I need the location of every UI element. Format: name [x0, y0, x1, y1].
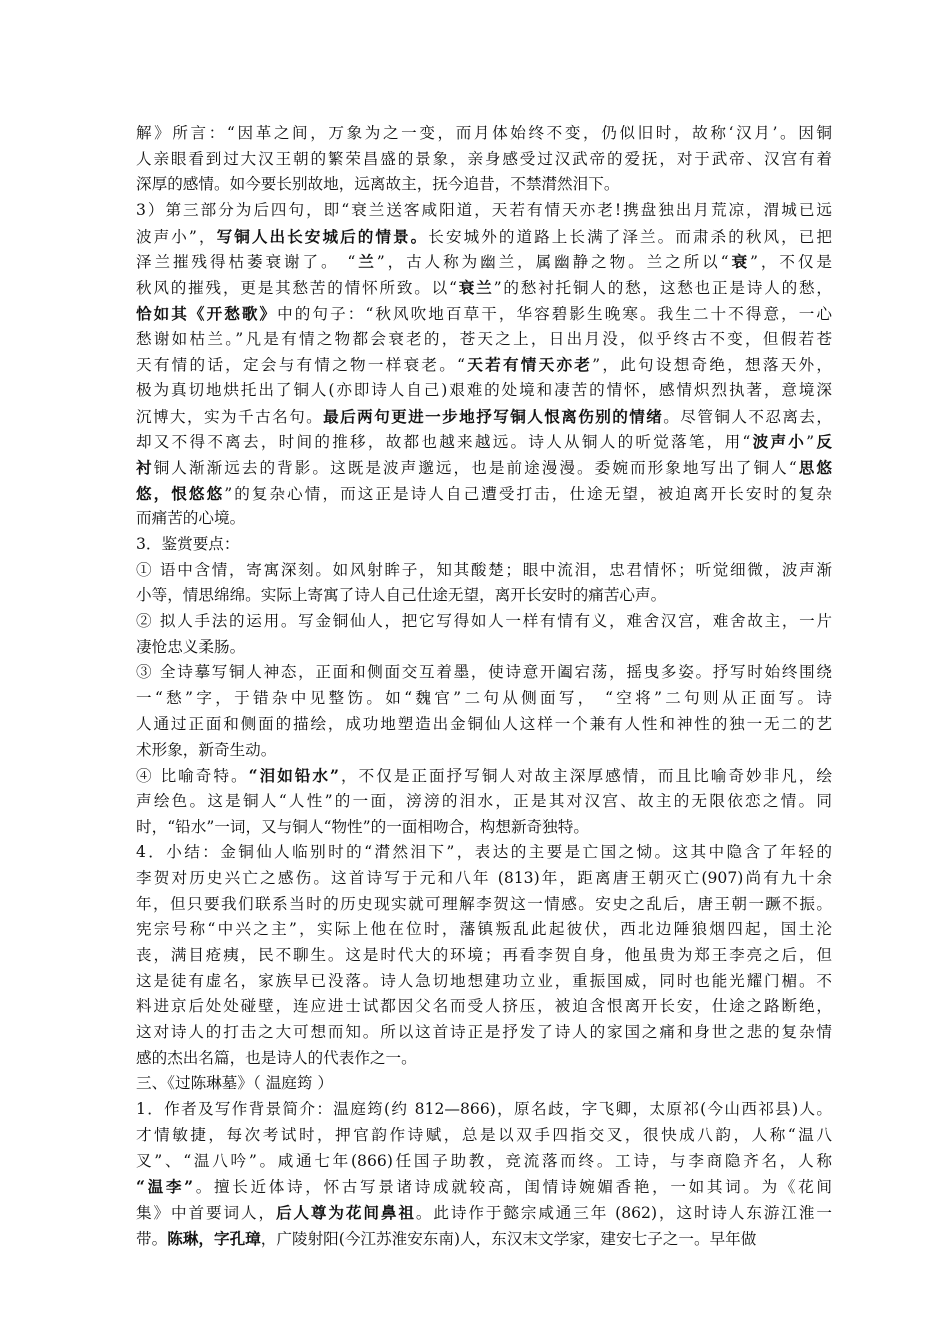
text-line — [136, 301, 832, 327]
bold-text: 反 — [814, 432, 832, 452]
text-run: 却又不得不离去，时间的推移，故都也越来越远。诗人从铜人的听觉落笔，用“ — [136, 433, 751, 452]
text-line — [136, 532, 832, 558]
text-run: 波声小”， — [136, 227, 217, 246]
text-line — [136, 172, 832, 198]
text-run: 愁谢如枯兰。”凡是有情之物都会衰老的，苍天之上，日出月没，似乎终古不变，但假若苍 — [136, 329, 832, 348]
text-run: 丧，满目疮痍，民不聊生。这是时代大的环境；再看李贺自身，他虽贵为郑王李亮之后，但 — [136, 946, 832, 964]
text-run: 小等，情思绵绵。实际上寄寓了诗人自己仕途无望，离开长安时的痛苦心声。 — [136, 586, 667, 605]
bold-text: 天若有情天亦老 — [465, 355, 593, 375]
text-run: 秋风的摧残，更是其愁苦的情怀所致。以“ — [136, 279, 457, 298]
text-run: 才情敏捷，每次考试时，押官韵作诗赋，总是以双手四指交叉，很快成八韵，人称“温八 — [136, 1125, 832, 1144]
bold-text: 悠，恨悠悠 — [136, 483, 225, 503]
text-run: 这是徒有虚名，家族早已没落。诗人急切地想建功立业，重振国威，同时也能光耀门楣。不 — [136, 971, 832, 990]
text-run: ② 拟人手法的运用。写金铜仙人，把它写得如人一样有情有义，难舍汉宫，难舍故主，一片 — [136, 612, 832, 631]
text-line — [136, 506, 832, 532]
text-line — [136, 1123, 832, 1149]
bold-text: 衰兰 — [457, 278, 494, 298]
text-line — [136, 892, 832, 918]
bold-text: “温李” — [136, 1177, 194, 1197]
text-line — [136, 917, 832, 943]
text-run: 。尽管铜人不忍离去， — [663, 407, 832, 426]
text-line — [136, 275, 832, 301]
text-line — [136, 198, 832, 224]
text-line — [136, 1174, 832, 1200]
text-line — [136, 224, 832, 250]
text-run: 深厚的感情。如今要长别故地，远离故主，抚今追昔，不禁潸然泪下。 — [136, 175, 620, 194]
text-run: 沉博大，实为千古名句。 — [136, 407, 324, 426]
text-line — [136, 378, 832, 404]
text-line — [136, 429, 832, 455]
text-run: 中的句子：“秋风吹地百草干，华容碧影生晚寒。我生二十不得意，一心 — [277, 304, 832, 323]
bold-text: 思悠 — [796, 457, 832, 477]
bold-text: 衬 — [136, 457, 154, 477]
bold-text: 写铜人出长安城后的情景。 — [216, 226, 429, 246]
text-run: 泽兰摧残得枯萎衰谢了。 “ — [136, 253, 356, 272]
text-line — [136, 712, 832, 738]
text-run: ”，不仅是 — [749, 253, 832, 272]
text-line — [136, 249, 832, 275]
text-run: 料进京后处处碰壁，连应进士试都因父名而受人挤压，被迫含恨离开长安，仕途之路断绝， — [136, 997, 832, 1016]
text-line — [136, 969, 832, 995]
text-run: 极为真切地烘托出了铜人(亦即诗人自己)艰难的处境和凄苦的情怀，感情炽烈执著，意境深 — [136, 380, 832, 399]
text-line — [136, 404, 832, 430]
text-line — [136, 1046, 832, 1072]
text-line — [136, 327, 832, 353]
text-run: ”，古人称为幽兰，属幽静之物。兰之所以“ — [376, 253, 729, 272]
text-run: 年，但只要我们联系当时的历史现实就可理解李贺这一情感。安史之乱后，唐王朝一蹶不振。 — [136, 894, 832, 913]
text-line — [136, 635, 832, 661]
text-line — [136, 994, 832, 1020]
text-run: 而痛苦的心境。 — [136, 509, 246, 528]
text-line — [136, 1200, 832, 1226]
text-line — [136, 660, 832, 686]
text-run: 凄怆忠义柔肠。 — [136, 637, 246, 656]
text-run: 感的杰出名篇，也是诗人的代表作之一。 — [136, 1048, 417, 1067]
text-line — [136, 815, 832, 841]
text-run: 3．鉴赏要点： — [136, 535, 240, 553]
bold-text: 陈琳，字孔璋 — [167, 1228, 261, 1248]
text-run: ”，此句设想奇绝，想落天外， — [592, 356, 832, 375]
text-run: 。擅长近体诗，怀古写景诸诗成就较高，闺情诗婉媚香艳，一如其词。为《花间 — [193, 1178, 832, 1197]
text-run: 一“愁”字，于错杂中见整饬。如“魏官”二句从侧面写， “空将”二句则从正面写。诗 — [136, 689, 832, 708]
text-run: 术形象，新奇生动。 — [136, 740, 277, 759]
text-run: 天有情的话，定会与有情之物一样衰老。“ — [136, 356, 466, 375]
text-run: 时，“铅水”一词，又与铜人“物性”的一面相吻合，构想新奇独特。 — [136, 817, 589, 836]
text-run: ④ 比喻奇特。 — [136, 767, 249, 786]
bold-text: 恰如其《开愁歌》 — [136, 303, 278, 323]
text-run: 叉”、“温八吟”。咸通七年(866)任国子助教，竞流落而终。工诗，与李商隐齐名，人称 — [136, 1151, 832, 1170]
text-line — [136, 455, 832, 481]
text-line — [136, 1149, 832, 1175]
text-run: 4．小结：金铜仙人临别时的“潸然泪下”，表达的主要是亡国之恸。这其中隐含了年轻的 — [136, 843, 832, 862]
text-run: 宪宗号称“中兴之主”，实际上他在位时，藩镇叛乱此起彼伏，西北边陲狼烟四起，国土沦 — [136, 920, 832, 939]
bold-text: 兰 — [355, 252, 377, 272]
text-run: 李贺对历史兴亡之感伤。这首诗写于元和八年 (813)年，距离唐王朝灭亡(907)尚有九十余 — [136, 868, 832, 887]
bold-text: 最后两句更进一步地抒写铜人恨离伤别的情绪 — [323, 406, 664, 426]
text-line — [136, 789, 832, 815]
text-line — [136, 943, 832, 969]
text-line — [136, 763, 832, 789]
text-run: 人亲眼看到过大汉王朝的繁荣昌盛的景象，亲身感受过汉武帝的爱抚，对于武帝、汉宫有着 — [136, 149, 832, 168]
text-run: 这对诗人的打击之大可想而知。所以这首诗正是抒发了诗人的家国之痛和身世之悲的复杂情 — [136, 1023, 832, 1042]
text-run: 。此诗作于懿宗咸通三年 (862)，这时诗人东游江淮一 — [415, 1203, 832, 1222]
bold-text: “泪如铅水” — [248, 766, 339, 786]
document-page — [136, 121, 832, 1251]
text-run: 长安城外的道路上长满了泽兰。而肃杀的秋风，已把 — [428, 227, 832, 246]
text-run: ③ 全诗摹写铜人神态，正面和侧面交互着墨，使诗意开阖宕荡，摇曳多姿。抒写时始终围绕 — [136, 663, 832, 682]
text-run: 集》中首要词人， — [136, 1203, 276, 1222]
text-run: 三、《过陈琳墓》（ 温庭筠 ） — [136, 1074, 334, 1093]
text-run: ” — [806, 433, 815, 452]
text-run: ，广陵射阳(今江苏淮安东南)人，东汉末文学家，建安七子之一。早年做 — [260, 1229, 757, 1248]
text-run: 1．作者及写作背景简介：温庭筠(约 812—866)，原名歧，字飞卿，太原祁(今山西祁县)人。 — [136, 1100, 832, 1119]
text-line — [136, 609, 832, 635]
text-line — [136, 1071, 832, 1097]
text-line — [136, 686, 832, 712]
text-line — [136, 352, 832, 378]
text-line — [136, 121, 832, 147]
text-run: 声绘色。这是铜人“人性”的一面，滂滂的泪水，正是其对汉宫、故主的无限依恋之情。同 — [136, 791, 832, 810]
text-run: ”的复杂心情，而这正是诗人自己遭受打击，仕途无望，被迫离开长安时的复杂 — [224, 484, 832, 503]
text-line — [136, 1020, 832, 1046]
bold-text: 波声小 — [750, 432, 807, 452]
text-line — [136, 1097, 832, 1123]
text-run: 带。 — [136, 1229, 168, 1248]
bold-text: 后人尊为花间鼻祖 — [275, 1202, 416, 1222]
bold-text: 衰 — [728, 252, 750, 272]
text-line — [136, 583, 832, 609]
text-run: ，不仅是正面抒写铜人对故主深厚感情，而且比喻奇妙非凡，绘 — [339, 767, 832, 786]
text-run: 铜人渐渐远去的背影。这既是波声邈远，也是前途漫漫。委婉而形象地写出了铜人“ — [153, 458, 797, 477]
text-line — [136, 840, 832, 866]
text-line — [136, 558, 832, 584]
text-line — [136, 1226, 832, 1252]
text-run: 人通过正面和侧面的描绘，成功地塑造出金铜仙人这样一个兼有人性和神性的独一无二的艺 — [136, 714, 832, 733]
text-line — [136, 866, 832, 892]
text-run: ”的愁衬托铜人的愁，这愁也正是诗人的愁， — [493, 279, 832, 298]
text-line — [136, 147, 832, 173]
text-run: 3）第三部分为后四句，即“衰兰送客咸阳道，天若有情天亦老!携盘独出月荒凉，渭城已远 — [136, 201, 832, 220]
text-run: ① 语中含情，寄寓深刻。如风射眸子，知其酸楚；眼中流泪，忠君情怀；听觉细微，波声渐 — [136, 560, 832, 579]
text-line — [136, 738, 832, 764]
text-run: 解》所言：“因革之间，万象为之一变，而月体始终不变，仍似旧时，故称‘汉月’。因铜 — [136, 124, 832, 142]
text-line — [136, 481, 832, 507]
